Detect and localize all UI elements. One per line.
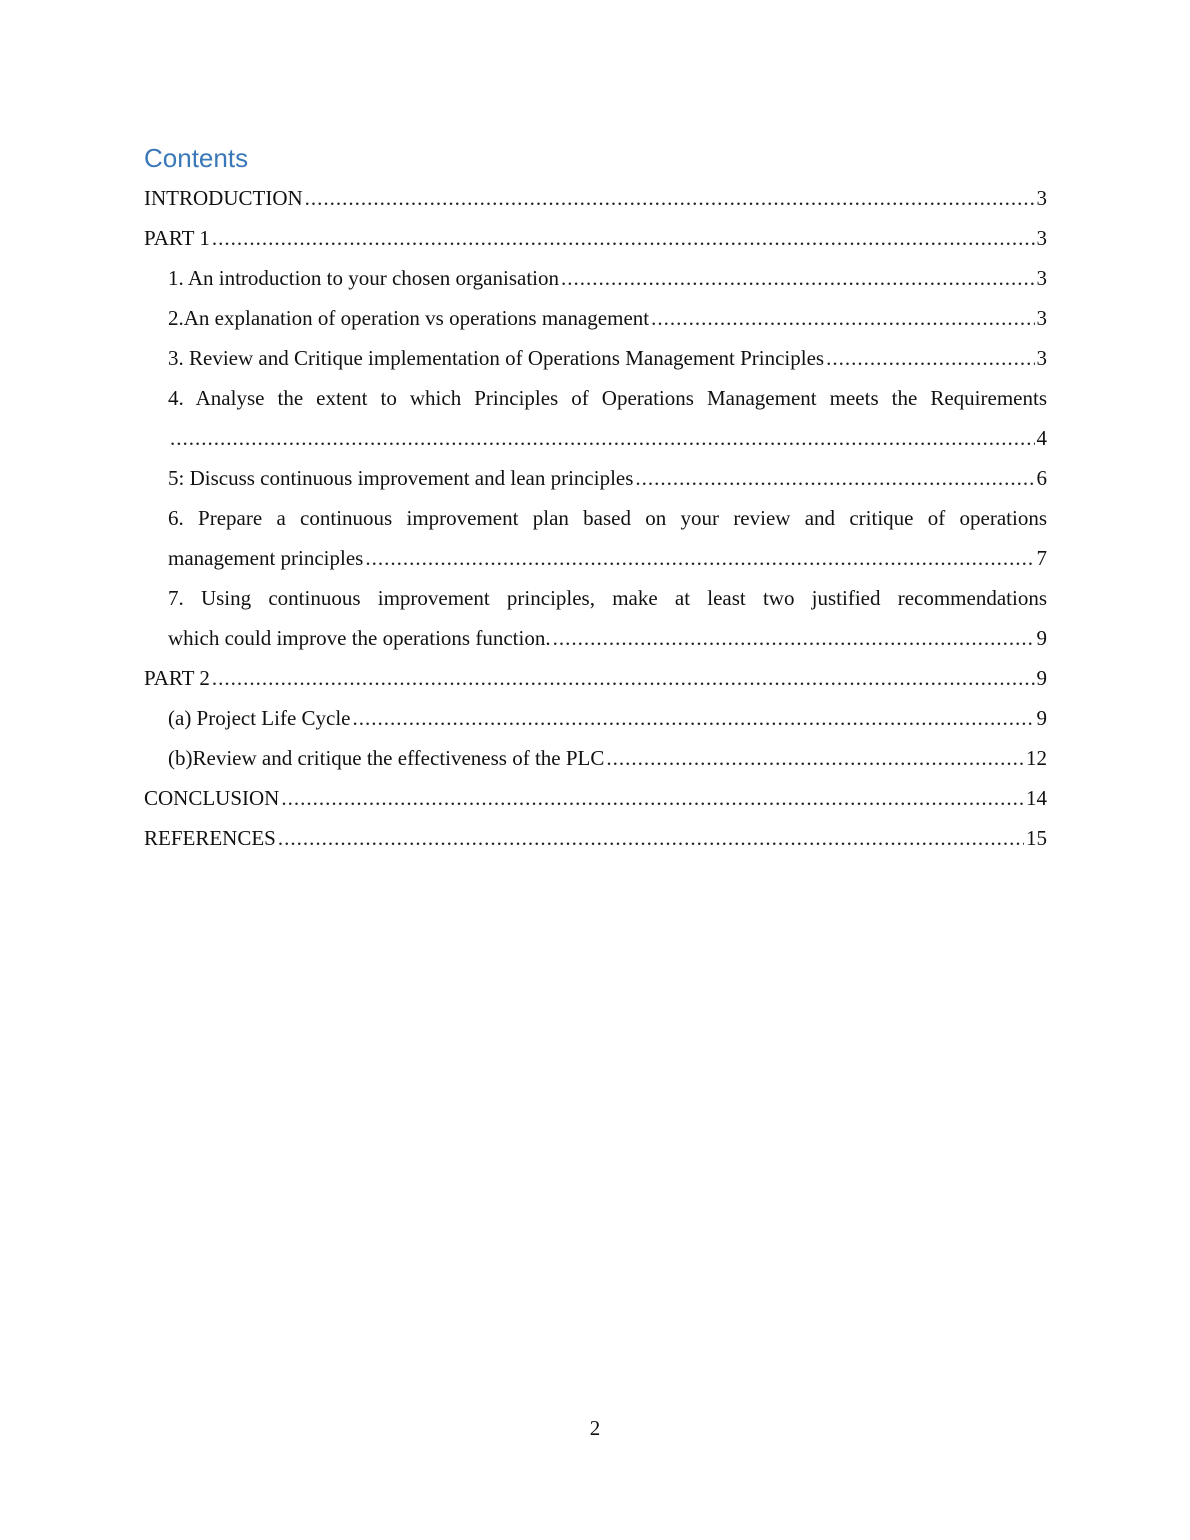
toc-entry-introduction[interactable]: [144, 178, 1047, 218]
toc-entry-page: 7: [1036, 546, 1047, 570]
table-of-contents: [144, 178, 1047, 858]
dot-leader: [553, 618, 1035, 658]
toc-entry-page: 3: [1036, 306, 1047, 330]
toc-entry-b[interactable]: [144, 738, 1047, 778]
toc-entry-5[interactable]: [144, 458, 1047, 498]
page-number: 2: [589, 1416, 601, 1440]
toc-entry-7[interactable]: [144, 578, 1047, 658]
toc-entry-title: PART 2: [144, 666, 210, 690]
toc-entry-2[interactable]: [144, 298, 1047, 338]
toc-entry-page: 3: [1036, 266, 1047, 290]
toc-entry-title-line1: 7. Using continuous improvement principles, make at least two justified recommendations: [168, 586, 1047, 610]
toc-entry-title: which could improve the operations function.: [168, 626, 551, 650]
toc-entry-title-line1: 6. Prepare a continuous improvement plan based on your review and critique of operations: [168, 506, 1047, 530]
toc-entry-title: 2.An explanation of operation vs operations management: [168, 306, 650, 330]
dot-leader: [212, 218, 1035, 258]
dot-leader: [651, 298, 1034, 338]
toc-entry-page: 3: [1036, 346, 1047, 370]
dot-leader: [281, 778, 1024, 818]
toc-entry-references[interactable]: [144, 818, 1047, 858]
dot-leader: [278, 818, 1024, 858]
dot-leader: [212, 658, 1035, 698]
toc-entry-1[interactable]: [144, 258, 1047, 298]
toc-entry-title: PART 1: [144, 226, 210, 250]
toc-entry-title: 1. An introduction to your chosen organisation: [168, 266, 559, 290]
toc-entry-title: management principles: [168, 546, 364, 570]
toc-entry-title: 5: Discuss continuous improvement and lean principles: [168, 466, 634, 490]
toc-entry-page: 12: [1026, 746, 1047, 770]
toc-entry-title: INTRODUCTION: [144, 186, 303, 210]
toc-entry-title: (b)Review and critique the effectiveness of the PLC: [168, 746, 605, 770]
toc-entry-page: 9: [1036, 626, 1047, 650]
toc-entry-page: 9: [1036, 706, 1047, 730]
toc-entry-a[interactable]: [144, 698, 1047, 738]
toc-entry-page: 15: [1026, 826, 1047, 850]
toc-entry-page: 4: [1036, 426, 1047, 450]
toc-entry-title: CONCLUSION: [144, 786, 280, 810]
toc-entry-6[interactable]: [144, 498, 1047, 578]
dot-leader: [826, 338, 1034, 378]
dot-leader: [606, 738, 1024, 778]
dot-leader: [170, 418, 1035, 458]
toc-entry-page: 6: [1036, 466, 1047, 490]
dot-leader: [365, 538, 1034, 578]
toc-entry-title: 3. Review and Critique implementation of Operations Management Principles: [168, 346, 825, 370]
dot-leader: [305, 178, 1035, 218]
toc-entry-title: REFERENCES: [144, 826, 276, 850]
toc-entry-part-2[interactable]: [144, 658, 1047, 698]
toc-entry-page: 3: [1036, 226, 1047, 250]
toc-entry-conclusion[interactable]: [144, 778, 1047, 818]
toc-entry-title-line1: 4. Analyse the extent to which Principles of Operations Management meets the Requirements: [168, 386, 1047, 410]
toc-entry-page: 14: [1026, 786, 1047, 810]
toc-entry-page: 3: [1036, 186, 1047, 210]
toc-entry-part-1[interactable]: [144, 218, 1047, 258]
toc-entry-title: (a) Project Life Cycle: [168, 706, 351, 730]
dot-leader: [561, 258, 1035, 298]
toc-heading: Contents: [144, 143, 249, 173]
dot-leader: [353, 698, 1035, 738]
toc-entry-page: 9: [1036, 666, 1047, 690]
toc-entry-4[interactable]: [144, 378, 1047, 458]
dot-leader: [635, 458, 1034, 498]
toc-entry-3[interactable]: [144, 338, 1047, 378]
